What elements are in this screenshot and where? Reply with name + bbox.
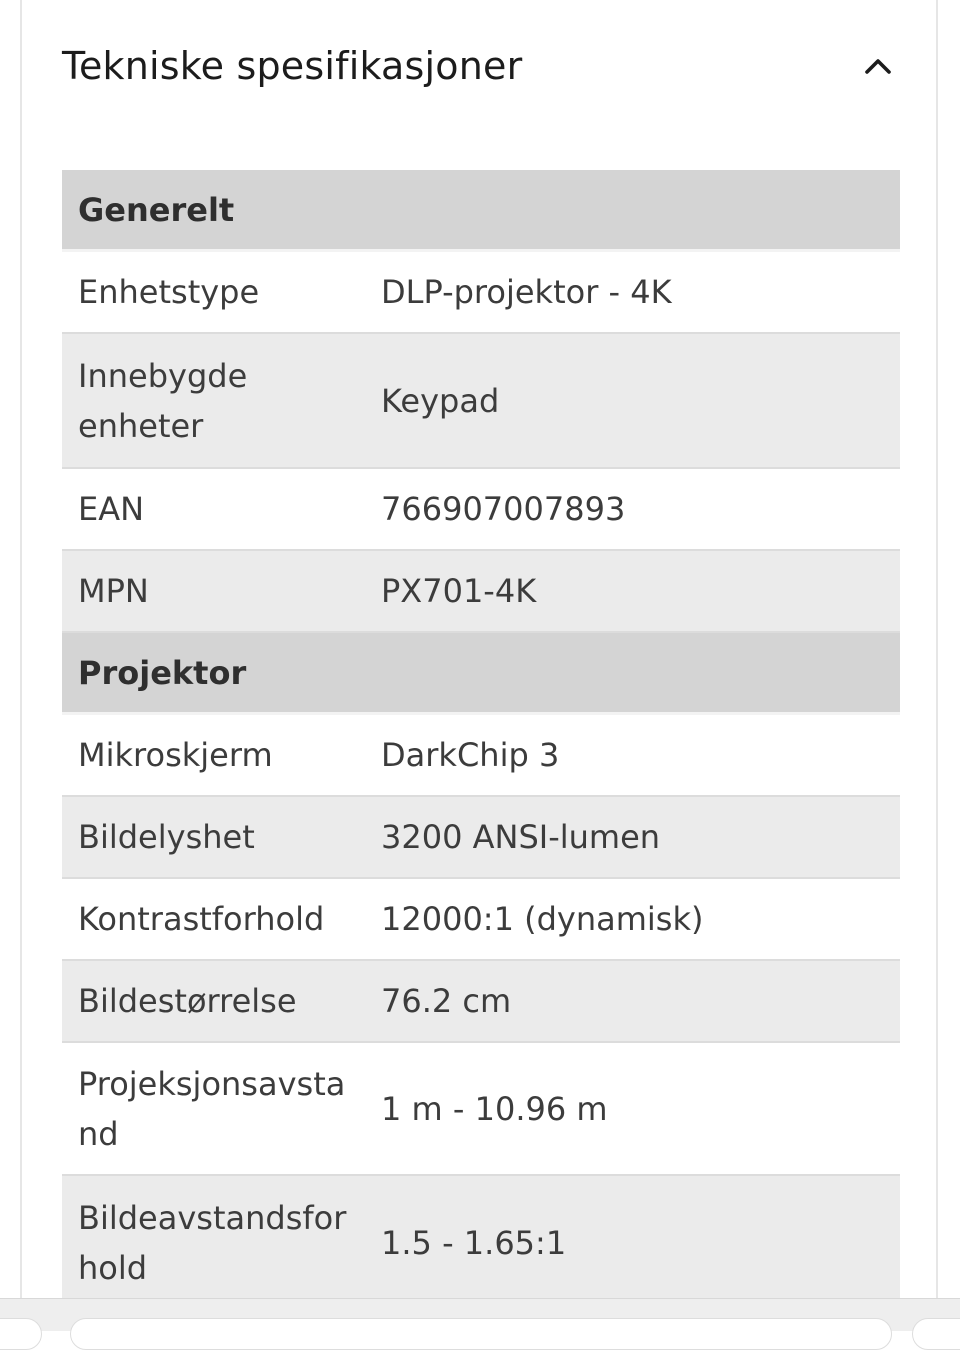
spec-value: 3200 ANSI-lumen [381, 818, 661, 856]
spec-key: Kontrastforhold [78, 900, 325, 938]
spec-value: 766907007893 [381, 490, 626, 528]
chevron-up-icon[interactable] [858, 46, 898, 86]
spec-row [62, 715, 900, 797]
specs-table [62, 170, 900, 1298]
spec-key: MPN [78, 572, 149, 610]
spec-value: DLP-projektor - 4K [381, 273, 672, 311]
section-title: Projektor [78, 653, 247, 692]
section-header-generelt [62, 170, 900, 252]
spec-key: Enhetstype [78, 273, 260, 311]
spec-key: Projeksjonsavstand [78, 1064, 346, 1153]
spec-key: Mikroskjerm [78, 736, 273, 774]
section-header-projektor [62, 633, 900, 715]
bottom-pill-center [70, 1318, 892, 1350]
spec-row [62, 334, 900, 469]
spec-value: DarkChip 3 [381, 736, 560, 774]
spec-key: Bildestørrelse [78, 982, 297, 1020]
bottom-pill-right [912, 1318, 960, 1350]
spec-value: 76.2 cm [381, 982, 512, 1020]
spec-value: PX701-4K [381, 572, 537, 610]
spec-row [62, 252, 900, 334]
spec-row [62, 1043, 900, 1176]
section-title: Generelt [78, 190, 235, 229]
spec-value: Keypad [381, 381, 500, 420]
spec-value: 12000:1 (dynamisk) [381, 900, 704, 938]
spec-row [62, 551, 900, 633]
spec-row [62, 797, 900, 879]
spec-row [62, 961, 900, 1043]
specs-card [20, 0, 938, 1298]
spec-row [62, 469, 900, 551]
spec-key: Bildeavstandsforhold [78, 1198, 347, 1287]
spec-value: 1.5 - 1.65:1 [381, 1223, 567, 1262]
spec-key: Bildelyshet [78, 818, 255, 856]
bottom-pill-left [0, 1318, 42, 1350]
specs-header[interactable] [62, 30, 898, 102]
spec-key: Innebygde enheter [78, 356, 248, 445]
spec-key: EAN [78, 490, 145, 528]
spec-row [62, 879, 900, 961]
spec-value: 1 m - 10.96 m [381, 1089, 608, 1128]
specs-title: Tekniske spesifikasjoner [62, 44, 523, 88]
spec-row [62, 1176, 900, 1298]
